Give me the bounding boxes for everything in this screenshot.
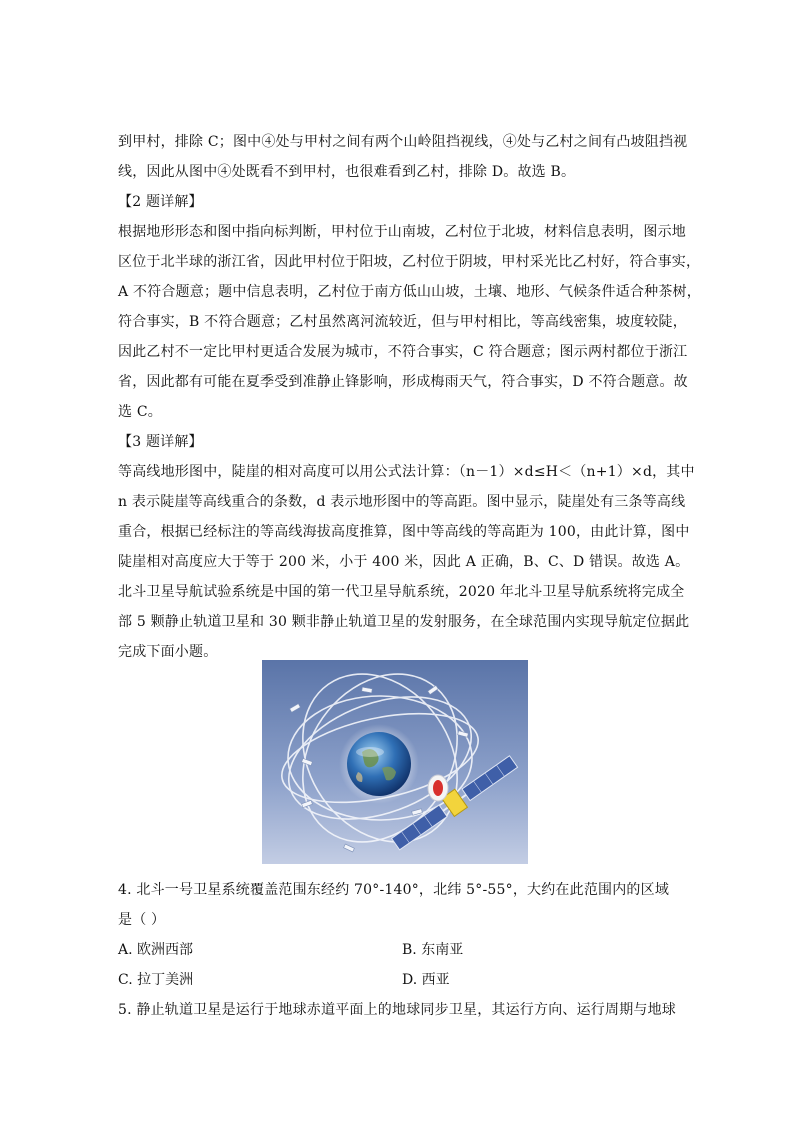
section-heading: 【3 题详解】 [118, 434, 203, 450]
text-line: 到甲村，排除 C；图中④处与甲村之间有两个山岭阻挡视线，④处与乙村之间有凸坡阻挡视 [118, 134, 688, 150]
text-line: 根据地形形态和图中指向标判断，甲村位于山南坡，乙村位于北坡，材料信息表明，图示地 [118, 224, 686, 240]
text-line: 部 5 颗静止轨道卫星和 30 颗非静止轨道卫星的发射服务，在全球范围内实现导航定位据此 [118, 614, 690, 630]
question-stem: 4. 北斗一号卫星系统覆盖范围东经约 70°-140°，北纬 5°-55°，大约在此范围内的区域 [118, 882, 670, 898]
option-b[interactable]: B. 东南亚 [402, 942, 464, 958]
text-line: 等高线地形图中，陡崖的相对高度可以用公式法计算：（n－1）×d≤H＜（n+1）×d，其中 [118, 464, 695, 480]
text-line: 区位于北半球的浙江省，因此甲村位于阳坡，乙村位于阴坡，甲村采光比乙村好，符合事实， [118, 254, 701, 270]
text-line: 线，因此从图中④处既看不到甲村，也很难看到乙村，排除 D。故选 B。 [118, 164, 576, 180]
text-line: 完成下面小题。 [118, 644, 218, 660]
option-c[interactable]: C. 拉丁美洲 [118, 972, 194, 988]
text-line: n 表示陡崖等高线重合的条数，d 表示地形图中的等高距。图中显示，陡崖处有三条等高线 [118, 494, 686, 510]
text-line: 因此乙村不一定比甲村更适合发展为城市，不符合事实，C 符合题意；图示两村都位于浙江 [118, 344, 688, 360]
text-line: 省，因此都有可能在夏季受到准静止锋影响，形成梅雨天气，符合事实，D 不符合题意。故 [118, 374, 688, 390]
question-stem: 5. 静止轨道卫星是运行于地球赤道平面上的地球同步卫星，其运行方向、运行周期与地球 [118, 1002, 677, 1018]
text-line: 选 C。 [118, 404, 162, 420]
satellite-orbits-icon [262, 660, 528, 864]
text-line: 符合事实，B 不符合题意；乙村虽然离河流较近，但与甲村相比，等高线密集，坡度较陡， [118, 314, 687, 330]
beidou-satellite-figure [262, 660, 528, 864]
text-line: A 不符合题意；题中信息表明，乙村位于南方低山山坡，土壤、地形、气候条件适合种茶树， [118, 284, 701, 300]
question-stem: 是（ ） [118, 912, 166, 928]
option-a[interactable]: A. 欧洲西部 [118, 942, 194, 958]
text-line: 陡崖相对高度应大于等于 200 米，小于 400 米，因此 A 正确，B、C、D 错误。故选 A。 [118, 554, 690, 570]
section-heading: 【2 题详解】 [118, 194, 203, 210]
text-line: 重合，根据已经标注的等高线海拔高度推算，图中等高线的等高距为 100，由此计算，图中 [118, 524, 690, 540]
text-line: 北斗卫星导航试验系统是中国的第一代卫星导航系统，2020 年北斗卫星导航系统将完成全 [118, 584, 685, 600]
option-d[interactable]: D. 西亚 [402, 972, 450, 988]
